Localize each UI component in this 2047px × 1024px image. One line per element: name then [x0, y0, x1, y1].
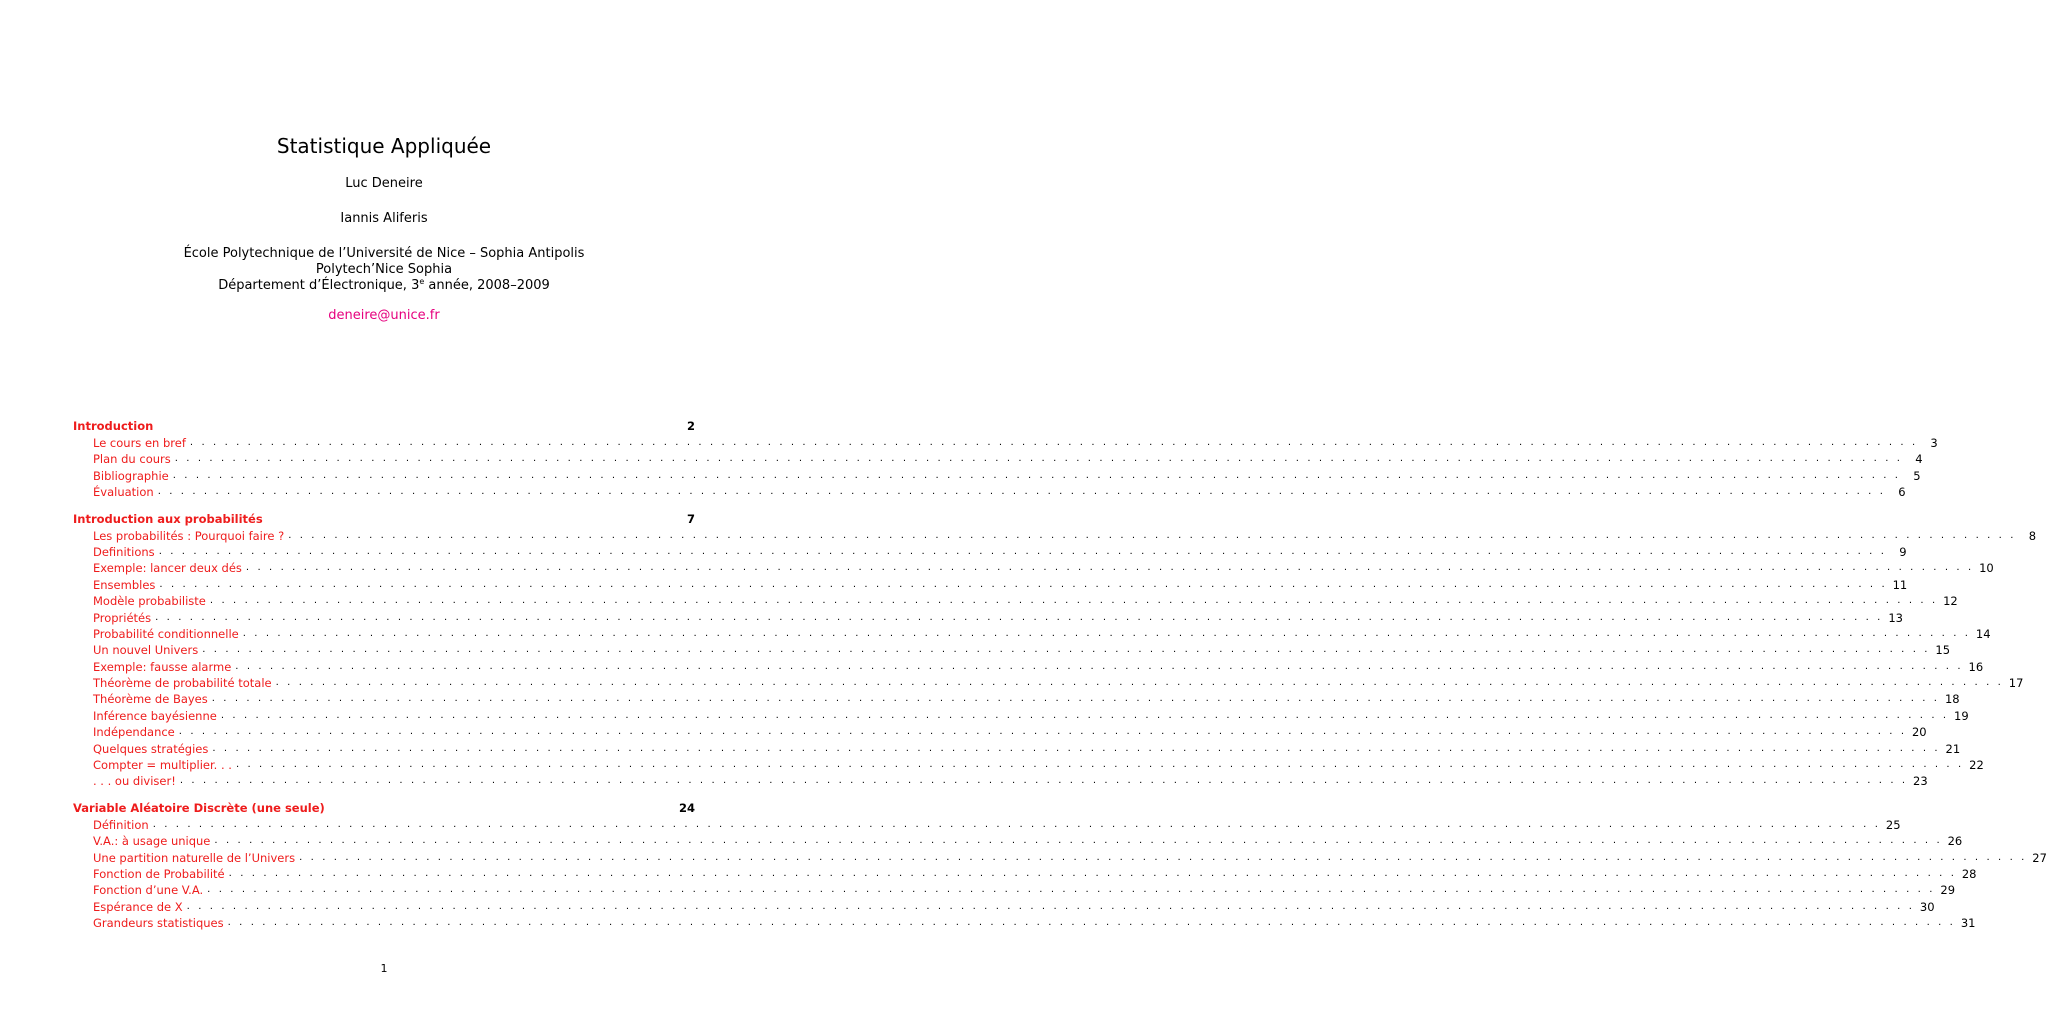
toc-entry[interactable] — [73, 882, 1956, 898]
toc-entry-page: 21 — [1945, 741, 1961, 756]
toc-entry-page: 14 — [1975, 626, 1991, 641]
toc-dot-leader: . . . . . . . . . . . . . . . . . . . . . . . . . . . . . . . . . . . . . . . . . . . . . . . . . . . . . . . . . . . . . . . . . . . . . . . . . . . . . . . . . . . . . . . . . . . . . . . . . . . . . . . . . . . . . . . . . . . . . . . . . . . . . . . . . . . . . . . . . . . . . . . . . . . . . . — [172, 469, 1901, 481]
toc-entry-label: Théorème de probabilité totale — [93, 676, 272, 691]
toc-entry-page: 4 — [1915, 452, 1923, 467]
toc-entry[interactable] — [73, 610, 1903, 626]
toc-dot-leader: . . . . . . . . . . . . . . . . . . . . . . . . . . . . . . . . . . . . . . . . . . . . . . . . . . . . . . . . . . . . . . . . . . . . . . . . . . . . . . . . . . . . . . . . . . . . . . . . . . . . . . . . . . . . . . . . . . . . . . . . . . . . . . . . . . . . . . . . . . . . . . . . . . . . . . — [214, 835, 1943, 847]
toc-entry[interactable] — [73, 741, 1961, 757]
toc-entry-page: 25 — [1885, 817, 1901, 832]
toc-entry-page: 30 — [1919, 899, 1935, 914]
toc-section-page: 24 — [678, 800, 695, 815]
toc-dot-leader: . . . . . . . . . . . . . . . . . . . . . . . . . . . . . . . . . . . . . . . . . . . . . . . . . . . . . . . . . . . . . . . . . . . . . . . . . . . . . . . . . . . . . . . . . . . . . . . . . . . . . . . . . . . . . . . . . . . . . . . . . . . . . . . . . . . . . . . . . . . . . . . . . . . . . . — [288, 529, 2017, 541]
email-link[interactable]: deneire@unice.fr — [328, 308, 440, 323]
toc-entry-label: . . . ou diviser! — [93, 774, 176, 789]
toc-entry-label: Compter = multiplier. . . — [93, 758, 232, 773]
toc-section-heading[interactable] — [73, 511, 695, 528]
toc-entry[interactable] — [73, 560, 1994, 576]
toc-entry-page: 31 — [1960, 916, 1976, 931]
toc-entry[interactable] — [73, 833, 1963, 849]
toc-entry-label: Le cours en bref — [93, 436, 186, 450]
toc-entry-label: Bibliographie — [93, 468, 169, 483]
toc-entry[interactable] — [73, 626, 1991, 642]
affiliation-line-3-pre: Département d’Électronique, 3 — [218, 278, 420, 293]
page-number: 1 — [380, 962, 388, 975]
toc-entry-label: Indépendance — [93, 725, 175, 740]
toc-dot-leader: . . . . . . . . . . . . . . . . . . . . . . . . . . . . . . . . . . . . . . . . . . . . . . . . . . . . . . . . . . . . . . . . . . . . . . . . . . . . . . . . . . . . . . . . . . . . . . . . . . . . . . . . . . . . . . . . . . . . . . . . . . . . . . . . . . . . . . . . . . . . . . . . . . . . . . — [212, 742, 1941, 754]
toc-entry-page: 8 — [2028, 528, 2037, 543]
toc-entry-label: V.A.: à usage unique — [93, 834, 211, 849]
toc-dot-leader: . . . . . . . . . . . . . . . . . . . . . . . . . . . . . . . . . . . . . . . . . . . . . . . . . . . . . . . . . . . . . . . . . . . . . . . . . . . . . . . . . . . . . . . . . . . . . . . . . . . . . . . . . . . . . . . . . . . . . . . . . . . . . . . . . . . . . . . . . . . . . . . . . . . . . . — [228, 867, 1957, 879]
toc-entry-label: Fonction d’une V.A. — [93, 883, 204, 898]
toc-entry[interactable] — [73, 659, 1984, 675]
toc-entry-page: 20 — [1911, 725, 1927, 740]
toc-entry[interactable] — [73, 642, 1951, 658]
toc-dot-leader: . . . . . . . . . . . . . . . . . . . . . . . . . . . . . . . . . . . . . . . . . . . . . . . . . . . . . . . . . . . . . . . . . . . . . . . . . . . . . . . . . . . . . . . . . . . . . . . . . . . . . . . . . . . . . . . . . . . . . . . . . . . . . . . . . . . . . . . . . . . . . . . . . . . . . . — [207, 884, 1936, 896]
toc-section-page: 7 — [686, 511, 695, 526]
toc-entry-page: 3 — [1930, 436, 1938, 450]
toc-section — [73, 418, 1938, 501]
toc-entry-label: Quelques stratégies — [93, 741, 209, 756]
toc-entry[interactable] — [73, 451, 1923, 467]
toc-entry-page: 12 — [1943, 594, 1958, 609]
affiliation-line-2: Polytech’Nice Sophia — [315, 262, 453, 277]
toc-dot-leader: . . . . . . . . . . . . . . . . . . . . . . . . . . . . . . . . . . . . . . . . . . . . . . . . . . . . . . . . . . . . . . . . . . . . . . . . . . . . . . . . . . . . . . . . . . . . . . . . . . . . . . . . . . . . . . . . . . . . . . . . . . . . . . . . . . . . . . . . . . . . . . . . . . . . . . — [155, 611, 1883, 623]
toc-entry[interactable] — [73, 866, 1977, 882]
toc-dot-leader: . . . . . . . . . . . . . . . . . . . . . . . . . . . . . . . . . . . . . . . . . . . . . . . . . . . . . . . . . . . . . . . . . . . . . . . . . . . . . . . . . . . . . . . . . . . . . . . . . . . . . . . . . . . . . . . . . . . . . . . . . . . . . . . . . . . . . . . . . . . . . . . . . . . . . . — [174, 453, 1903, 465]
toc-entry-page: 6 — [1898, 485, 1906, 500]
toc-entry-page: 26 — [1947, 834, 1963, 849]
toc-entry[interactable] — [73, 757, 1984, 773]
toc-section-heading[interactable] — [73, 800, 695, 817]
toc-entry[interactable] — [73, 915, 1976, 931]
affiliation-block — [0, 246, 768, 294]
toc-entry-label: Inférence bayésienne — [93, 708, 217, 723]
toc-entry[interactable] — [73, 528, 2037, 544]
toc-dot-leader: . . . . . . . . . . . . . . . . . . . . . . . . . . . . . . . . . . . . . . . . . . . . . . . . . . . . . . . . . . . . . . . . . . . . . . . . . . . . . . . . . . . . . . . . . . . . . . . . . . . . . . . . . . . . . . . . . . . . . . . . . . . . . . . . . . . . . . . . . . . . . . . . . . . . . . — [220, 709, 1949, 721]
toc-section-heading[interactable] — [73, 418, 695, 435]
toc-entry-label: Évaluation — [93, 485, 154, 500]
affiliation-line-1: École Polytechnique de l’Université de Nice – Sophia Antipolis — [183, 246, 585, 261]
toc-dot-leader: . . . . . . . . . . . . . . . . . . . . . . . . . . . . . . . . . . . . . . . . . . . . . . . . . . . . . . . . . . . . . . . . . . . . . . . . . . . . . . . . . . . . . . . . . . . . . . . . . . . . . . . . . . . . . . . . . . . . . . . . . . . . . . . . . . . . . . . . . . . . . . . . . . . . . . — [158, 545, 1887, 557]
toc-entry-label: Théorème de Bayes — [93, 692, 208, 707]
toc-entry[interactable] — [73, 724, 1927, 740]
toc-entry-page: 9 — [1899, 544, 1907, 559]
toc-entry-page: 29 — [1940, 883, 1956, 898]
toc-entry-label: Modèle probabiliste — [93, 594, 206, 609]
toc-dot-leader: . . . . . . . . . . . . . . . . . . . . . . . . . . . . . . . . . . . . . . . . . . . . . . . . . . . . . . . . . . . . . . . . . . . . . . . . . . . . . . . . . . . . . . . . . . . . . . . . . . . . . . . . . . . . . . . . . . . . . . . . . . . . . . . . . . . . . . . . . . . . . . . . . . . . . . — [202, 644, 1931, 656]
toc-entry-page: 23 — [1913, 774, 1928, 789]
toc-dot-leader: . . . . . . . . . . . . . . . . . . . . . . . . . . . . . . . . . . . . . . . . . . . . . . . . . . . . . . . . . . . . . . . . . . . . . . . . . . . . . . . . . . . . . . . . . . . . . . . . . . . . . . . . . . . . . . . . . . . . . . . . . . . . . . . . . . . . . . . . . . . . . . . . . . . . . . — [178, 726, 1907, 738]
toc-section — [73, 511, 2037, 790]
affiliation-line-3-sup: e — [419, 277, 425, 286]
toc-entry-page: 16 — [1968, 659, 1984, 674]
toc-dot-leader: . . . . . . . . . . . . . . . . . . . . . . . . . . . . . . . . . . . . . . . . . . . . . . . . . . . . . . . . . . . . . . . . . . . . . . . . . . . . . . . . . . . . . . . . . . . . . . . . . . . . . . . . . . . . . . . . . . . . . . . . . . . . . . . . . . . . . . . . . . . . . . . . . . . . . . — [275, 677, 2004, 689]
toc-entry[interactable] — [73, 484, 1906, 500]
toc-entry-label: Définition — [93, 817, 149, 832]
toc-entry-label: Les probabilités : Pourquoi faire ? — [93, 528, 285, 543]
toc-entry[interactable] — [73, 691, 1960, 707]
toc-entry-page: 5 — [1913, 468, 1921, 483]
toc-dot-leader: . . . . . . . . . . . . . . . . . . . . . . . . . . . . . . . . . . . . . . . . . . . . . . . . . . . . . . . . . . . . . . . . . . . . . . . . . . . . . . . . . . . . . . . . . . . . . . . . . . . . . . . . . . . . . . . . . . . . . . . . . . . . . . . . . . . . . . . . . . . . . . . . . . . . . . — [299, 851, 2027, 863]
toc-entry[interactable] — [73, 435, 1938, 451]
toc-entry-label: Probabilité conditionnelle — [93, 626, 239, 641]
affiliation-line-3-post: année, 2008–2009 — [424, 278, 550, 293]
toc-dot-leader: . . . . . . . . . . . . . . . . . . . . . . . . . . . . . . . . . . . . . . . . . . . . . . . . . . . . . . . . . . . . . . . . . . . . . . . . . . . . . . . . . . . . . . . . . . . . . . . . . . . . . . . . . . . . . . . . . . . . . . . . . . . . . . . . . . . . . . . . . . . . . . . . . . . . . . — [211, 693, 1940, 705]
toc-dot-leader: . . . . . . . . . . . . . . . . . . . . . . . . . . . . . . . . . . . . . . . . . . . . . . . . . . . . . . . . . . . . . . . . . . . . . . . . . . . . . . . . . . . . . . . . . . . . . . . . . . . . . . . . . . . . . . . . . . . . . . . . . . . . . . . . . . . . . . . . . . . . . . . . . . . . . . — [152, 818, 1881, 830]
toc-entry[interactable] — [73, 577, 1908, 593]
toc-entry-page: 13 — [1888, 610, 1903, 625]
toc-dot-leader: . . . . . . . . . . . . . . . . . . . . . . . . . . . . . . . . . . . . . . . . . . . . . . . . . . . . . . . . . . . . . . . . . . . . . . . . . . . . . . . . . . . . . . . . . . . . . . . . . . . . . . . . . . . . . . . . . . . . . . . . . . . . . . . . . . . . . . . . . . . . . . . . . . . . . . — [242, 627, 1971, 639]
toc-entry[interactable] — [73, 708, 1969, 724]
toc-entry[interactable] — [73, 850, 2047, 866]
toc-dot-leader: . . . . . . . . . . . . . . . . . . . . . . . . . . . . . . . . . . . . . . . . . . . . . . . . . . . . . . . . . . . . . . . . . . . . . . . . . . . . . . . . . . . . . . . . . . . . . . . . . . . . . . . . . . . . . . . . . . . . . . . . . . . . . . . . . . . . . . . . . . . . . . . . . . . . . . — [179, 775, 1908, 787]
toc-entry[interactable] — [73, 675, 2024, 691]
toc-entry-label: Definitions — [93, 544, 155, 559]
toc-dot-leader: . . . . . . . . . . . . . . . . . . . . . . . . . . . . . . . . . . . . . . . . . . . . . . . . . . . . . . . . . . . . . . . . . . . . . . . . . . . . . . . . . . . . . . . . . . . . . . . . . . . . . . . . . . . . . . . . . . . . . . . . . . . . . . . . . . . . . . . . . . . . . . . . . . . . . . — [209, 595, 1938, 607]
toc-entry-page: 28 — [1961, 866, 1977, 881]
toc-dot-leader: . . . . . . . . . . . . . . . . . . . . . . . . . . . . . . . . . . . . . . . . . . . . . . . . . . . . . . . . . . . . . . . . . . . . . . . . . . . . . . . . . . . . . . . . . . . . . . . . . . . . . . . . . . . . . . . . . . . . . . . . . . . . . . . . . . . . . . . . . . . . . . . . . . . . . . — [159, 578, 1888, 590]
toc-dot-leader: . . . . . . . . . . . . . . . . . . . . . . . . . . . . . . . . . . . . . . . . . . . . . . . . . . . . . . . . . . . . . . . . . . . . . . . . . . . . . . . . . . . . . . . . . . . . . . . . . . . . . . . . . . . . . . . . . . . . . . . . . . . . . . . . . . . . . . . . . . . . . . . . . . . . . . — [245, 562, 1974, 574]
toc-entry-label: Un nouvel Univers — [93, 643, 199, 658]
toc-entry-label: Plan du cours — [93, 452, 171, 467]
toc-entry-label: Grandeurs statistiques — [93, 916, 224, 931]
toc-dot-leader: . . . . . . . . . . . . . . . . . . . . . . . . . . . . . . . . . . . . . . . . . . . . . . . . . . . . . . . . . . . . . . . . . . . . . . . . . . . . . . . . . . . . . . . . . . . . . . . . . . . . . . . . . . . . . . . . . . . . . . . . . . . . . . . . . . . . . . . . . . . . . . . . . . . . . . — [227, 917, 1956, 929]
toc-entry[interactable] — [73, 544, 1907, 560]
author-name-2: Iannis Aliferis — [340, 211, 428, 226]
toc-section-title: Introduction aux probabilités — [73, 511, 263, 526]
author-name-1: Luc Deneire — [345, 176, 423, 191]
toc-entry[interactable] — [73, 773, 1928, 789]
toc-entry-label: Fonction de Probabilité — [93, 866, 225, 881]
toc-entry[interactable] — [73, 468, 1921, 484]
toc-entry-label: Une partition naturelle de l’Univers — [93, 850, 296, 865]
toc-entry-label: Exemple: fausse alarme — [93, 659, 232, 674]
toc-entry-label: Exemple: lancer deux dés — [93, 561, 242, 576]
toc-section-title: Variable Aléatoire Discrète (une seule) — [73, 800, 325, 815]
toc-entry-page: 11 — [1892, 577, 1908, 592]
toc-entry[interactable] — [73, 899, 1935, 915]
toc-entry-label: Ensembles — [93, 577, 156, 592]
toc-dot-leader: . . . . . . . . . . . . . . . . . . . . . . . . . . . . . . . . . . . . . . . . . . . . . . . . . . . . . . . . . . . . . . . . . . . . . . . . . . . . . . . . . . . . . . . . . . . . . . . . . . . . . . . . . . . . . . . . . . . . . . . . . . . . . . . . . . . . . . . . . . . . . . . . . . . . . . — [157, 486, 1886, 498]
toc-entry-page: 27 — [2032, 850, 2047, 865]
toc-entry[interactable] — [73, 817, 1901, 833]
toc-entry[interactable] — [73, 593, 1958, 609]
toc-section — [73, 800, 2047, 932]
toc-dot-leader: . . . . . . . . . . . . . . . . . . . . . . . . . . . . . . . . . . . . . . . . . . . . . . . . . . . . . . . . . . . . . . . . . . . . . . . . . . . . . . . . . . . . . . . . . . . . . . . . . . . . . . . . . . . . . . . . . . . . . . . . . . . . . . . . . . . . . . . . . . . . . . . . . . . . . . — [235, 759, 1964, 771]
toc-dot-leader: . . . . . . . . . . . . . . . . . . . . . . . . . . . . . . . . . . . . . . . . . . . . . . . . . . . . . . . . . . . . . . . . . . . . . . . . . . . . . . . . . . . . . . . . . . . . . . . . . . . . . . . . . . . . . . . . . . . . . . . . . . . . . . . . . . . . . . . . . . . . . . . . . . . . . . — [189, 437, 1918, 448]
toc-entry-page: 18 — [1944, 692, 1960, 707]
toc-dot-leader: . . . . . . . . . . . . . . . . . . . . . . . . . . . . . . . . . . . . . . . . . . . . . . . . . . . . . . . . . . . . . . . . . . . . . . . . . . . . . . . . . . . . . . . . . . . . . . . . . . . . . . . . . . . . . . . . . . . . . . . . . . . . . . . . . . . . . . . . . . . . . . . . . . . . . . — [235, 660, 1964, 672]
toc-entry-label: Propriétés — [93, 610, 152, 625]
toc-entry-page: 10 — [1979, 561, 1994, 576]
toc-section-title: Introduction — [73, 419, 154, 433]
toc-dot-leader: . . . . . . . . . . . . . . . . . . . . . . . . . . . . . . . . . . . . . . . . . . . . . . . . . . . . . . . . . . . . . . . . . . . . . . . . . . . . . . . . . . . . . . . . . . . . . . . . . . . . . . . . . . . . . . . . . . . . . . . . . . . . . . . . . . . . . . . . . . . . . . . . . . . . . . — [186, 900, 1915, 912]
toc-entry-label: Espérance de X — [93, 899, 183, 914]
toc-entry-page: 22 — [1969, 758, 1984, 773]
document-title: Statistique Appliquée — [276, 134, 492, 158]
toc-entry-page: 19 — [1954, 708, 1969, 723]
toc-section-page: 2 — [686, 419, 695, 433]
table-of-contents — [73, 418, 2047, 942]
toc-entry-page: 15 — [1935, 643, 1951, 658]
affiliation-line-3 — [0, 278, 768, 294]
toc-entry-page: 17 — [2008, 676, 2024, 691]
